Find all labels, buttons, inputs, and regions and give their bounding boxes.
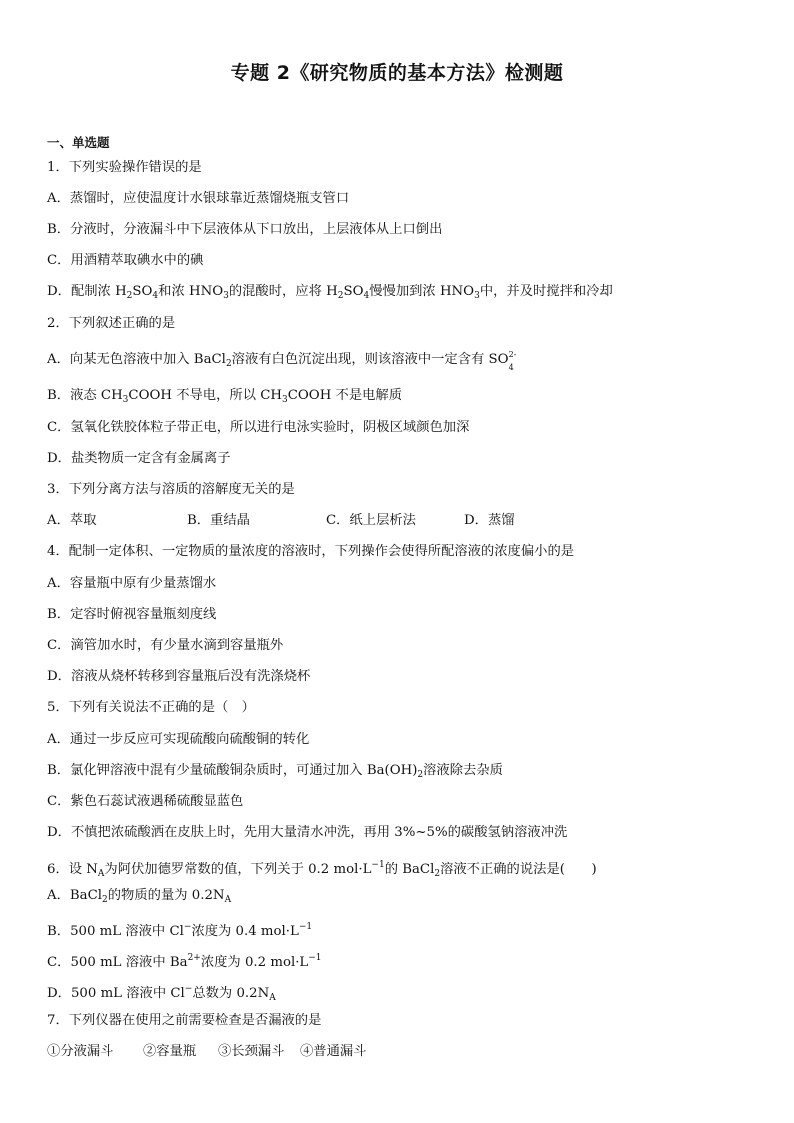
question-1-option-b: B．分液时，分液漏斗中下层液体从下口放出，上层液体从上口倒出: [47, 222, 443, 237]
question-1-stem: 1．下列实验操作错误的是: [47, 160, 202, 175]
question-2-option-c: C．氢氧化铁胶体粒子带正电，所以进行电泳实验时，阴极区域颜色加深: [47, 420, 470, 435]
question-2-stem: 2．下列叙述正确的是: [47, 316, 176, 331]
question-2-option-d: D．盐类物质一定含有金属离子: [47, 451, 231, 466]
question-2-option-b: B．液态 $CH_3COOH$ 不导电，所以 $CH_3COOH$ 不是电解质: [47, 388, 403, 405]
question-5-option-d: D．不慎把浓硫酸洒在皮肤上时，先用大量清水冲洗，再用 3%~5%的碳酸氢钠溶液冲洗: [47, 825, 568, 840]
question-5-stem: 5．下列有关说法不正确的是（ ）: [47, 700, 255, 715]
question-3-option-a: A．萃取: [47, 513, 97, 528]
question-7-item-2: ②容量瓶: [143, 1044, 197, 1059]
question-6-option-c: C．500 mL 溶液中 $Ba^{2+}$浓度为 0.2 $mol\cdot L^{-1}$: [47, 953, 322, 970]
question-6-option-b: B．500 mL 溶液中 Cl−浓度为 0.4 $mol\cdot L^{-1}$: [47, 922, 313, 939]
question-6-stem: 6．设 $N_A$为阿伏加德罗常数的值，下列关于 0.2 $mol\cdot L^{-1}$的 BaCl$_2$溶液不正确的说法是( ): [47, 860, 597, 879]
question-5-option-a: A．通过一步反应可实现硫酸向硫酸铜的转化: [47, 732, 310, 747]
question-4-stem: 4．配制一定体积、一定物质的量浓度的溶液时，下列操作会使得所配溶液的浓度偏小的是: [47, 544, 575, 559]
question-5-option-c: C．紫色石蕊试液遇稀硫酸显蓝色: [47, 794, 244, 809]
question-3-option-c: C．纸上层析法: [326, 513, 416, 528]
question-1-option-d: D．配制浓 $H_2SO_4$和浓 $HNO_3$的混酸时，应将 $H_2SO_4$慢慢加到浓 $HNO_3$中，并及时搅拌和冷却: [47, 284, 613, 301]
question-3-stem: 3．下列分离方法与溶质的溶解度无关的是: [47, 482, 295, 497]
question-6-option-d: D．500 mL 溶液中 Cl−总数为 $0.2N_A$: [47, 984, 276, 1003]
question-3-option-b: B．重结晶: [187, 513, 250, 528]
question-4-option-c: C．滴管加水时，有少量水滴到容量瓶外: [47, 638, 284, 653]
question-7-item-4: ④普通漏斗: [300, 1044, 367, 1059]
question-3-option-d: D．蒸馏: [464, 513, 515, 528]
question-6-option-a: A．BaCl$_2$的物质的量为 $0.2N_A$: [47, 888, 232, 905]
question-7-item-3: ③长颈漏斗: [218, 1044, 285, 1059]
page-title: 专题 2《研究物质的基本方法》检测题: [230, 62, 564, 84]
question-2-option-a: A．向某无色溶液中加入 BaCl$_2$溶液有白色沉淀出现，则该溶液中一定含有 SO 2- 4: [47, 350, 517, 372]
section-heading: 一、单选题: [47, 135, 110, 150]
question-7-item-1: ①分液漏斗: [47, 1044, 114, 1059]
question-4-option-b: B．定容时俯视容量瓶刻度线: [47, 607, 217, 622]
question-7-items: [47, 1043, 366, 1061]
question-1-option-c: C．用酒精萃取碘水中的碘: [47, 253, 204, 268]
question-7-stem: 7．下列仪器在使用之前需要检查是否漏液的是: [47, 1013, 322, 1028]
question-1-option-a: A．蒸馏时，应使温度计水银球靠近蒸馏烧瓶支管口: [47, 191, 350, 206]
question-5-option-b: B．氯化钾溶液中混有少量硫酸铜杂质时，可通过加入 $Ba(OH)_2$溶液除去杂质: [47, 763, 503, 780]
question-4-option-d: D．溶液从烧杯转移到容量瓶后没有洗涤烧杯: [47, 669, 311, 684]
question-4-option-a: A．容量瓶中原有少量蒸馏水: [47, 576, 217, 591]
question-3-options: [47, 512, 515, 530]
